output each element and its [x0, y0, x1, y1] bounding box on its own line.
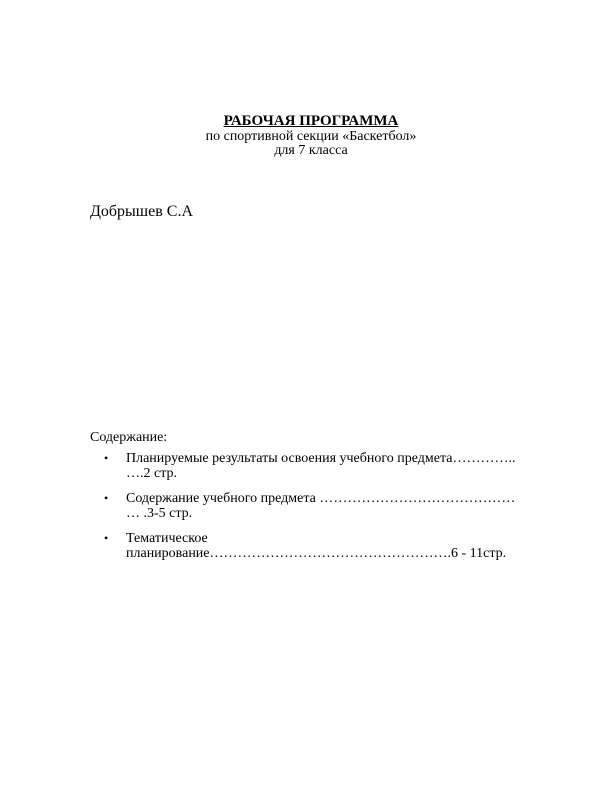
bullet-icon: • [104, 531, 109, 545]
bullet-icon: • [104, 451, 109, 465]
document-title: РАБОЧАЯ ПРОГРАММА [223, 113, 399, 129]
toc-item [104, 491, 524, 521]
toc-heading: Содержание: [90, 430, 168, 445]
toc-item-text: Содержание учебного предмета …………………………………… [126, 491, 516, 506]
document-subtitle: по спортивной секции «Баскетбол» [205, 129, 417, 144]
bullet-icon: • [104, 491, 109, 505]
toc-item-text: Планируемые результаты освоения учебного предмета………….. [126, 451, 516, 466]
toc-list [104, 451, 524, 571]
toc-item-text: Тематическое [126, 531, 208, 546]
toc-item-page: … .3-5 стр. [126, 506, 193, 521]
toc-item-page: планирование…………………………………………….6 - 11стр. [126, 546, 507, 561]
author-name: Добрышев С.А [90, 203, 194, 220]
toc-item [104, 531, 524, 561]
title-block [0, 113, 612, 158]
toc-item [104, 451, 524, 481]
document-grade: для 7 класса [274, 143, 348, 158]
toc-item-page: ….2 стр. [126, 466, 178, 481]
